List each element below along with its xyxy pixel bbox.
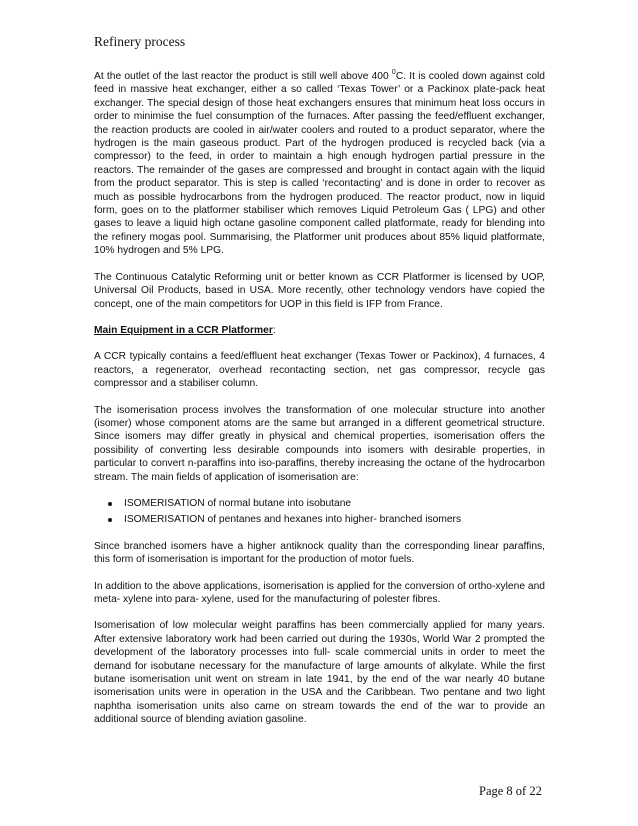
- list-item: [94, 513, 545, 526]
- page-number: Page 8 of 22: [479, 784, 542, 798]
- paragraph-ccr-license: The Continuous Catalytic Reforming unit or better known as CCR Platformer is licensed by UOP, Universal Oil Products, based in USA. More recently, other technology vendors have copied the concept, one of the main competitors for UOP in this field is IFP from France.: [94, 271, 545, 310]
- body-text: [94, 70, 545, 740]
- paragraph-isomerisation-intro: The isomerisation process involves the transformation of one molecular structure into another (isomer) whose component atoms are the same but arranged in a different geometrical structure. Since isomers may differ greatly in physical and chemical properties, isomerisation offers the possibility of converting less desirable compounds into isomers with desirable properties, in particular to convert n-paraffins into iso-paraffins, thereby increasing the octane of the hydrocarbon stream. The main fields of application of isomerisation are:: [94, 404, 545, 483]
- page-header: Refinery process: [94, 34, 186, 49]
- list-item: [94, 497, 545, 510]
- list-item-text: ISOMERISATION of normal butane into isobutane: [124, 497, 352, 509]
- paragraph-ccr-equipment: A CCR typically contains a feed/effluent heat exchanger (Texas Tower or Packinox), 4 furnaces, 4 reactors, a regenerator, overhead recontacting section, net gas compressor, recycle gas compressor and a stabiliser column.: [94, 351, 545, 390]
- paragraph-xylene: In addition to the above applications, isomerisation is applied for the conversion of ortho-xylene and meta- xylene into para- xylene, used for the manufacturing of polester fibres.: [94, 580, 545, 605]
- bullet-list: [94, 497, 545, 527]
- degree-superscript: 0: [391, 69, 396, 76]
- paragraph-text: C. It is cooled down against cold feed in massive heat exchanger, either a so called ‘Texas Tower’ or a Packinox plate-pack heat exchanger. The special design of those heat exchangers ensures that minimum heat loss occurs in order to minimise the fuel consumption of the furnaces. After passing the feed/effluent exchanger, the reaction products are cooled in air/water coolers and routed to a product separator, where the hydrogen is the main gaseous product. Part of the hydrogen produced is recycled back (via a compressor) to the feed, in order to maintain a high enough hydrogen partial pressure in the reactors. The remainder of the gases are compressed and brought in contact again with the liquid from the product separator. This is step is called ‘recontacting’ and is done in order to recover as much as possible hydrocarbons from the hydrogen produced. The reactor product, now in liquid form, goes on to the platformer stabiliser which removes Liquid Petroleum Gas ( LPG) and other gases to leave a liquid high octane gasoline component called platformate, ready for blending into the refinery mogas pool. Summarising, the Platformer unit produces about 85% liquid platformate, 10% hydrogen and 5% LPG.: [94, 71, 545, 257]
- bullet-icon: [108, 518, 112, 522]
- paragraph-reactor-outlet: [94, 70, 545, 258]
- section-heading-text: Main Equipment in a CCR Platformer: [94, 324, 273, 336]
- paragraph-branched-isomers: Since branched isomers have a higher antiknock quality than the corresponding linear paraffins, this form of isomerisation is important for the production of motor fuels.: [94, 540, 545, 566]
- bullet-icon: [108, 502, 112, 506]
- paragraph-text: At the outlet of the last reactor the product is still well above 400: [94, 71, 392, 82]
- paragraph-history: Isomerisation of low molecular weight paraffins has been commercially applied for many years. After extensive laboratory work had been carried out during the 1930s, World War 2 prompted the development of the laboratory processes into full- scale commercial units in order to meet the demand for isobutane necessary for the manufacture of large amounts of alkylate. While the first butane isomerisation unit went on stream in late 1941, by the end of the war nearly 40 butane isomerisation units were in operation in the USA and the Caribbean. Two pentane and two light naphtha isomerisation units also came on stream towards the end of the war to provide an additional source of blending aviation gasoline.: [94, 620, 545, 726]
- section-heading: [94, 324, 545, 337]
- section-heading-colon: :: [272, 324, 276, 336]
- list-item-text: ISOMERISATION of pentanes and hexanes into higher- branched isomers: [124, 514, 462, 526]
